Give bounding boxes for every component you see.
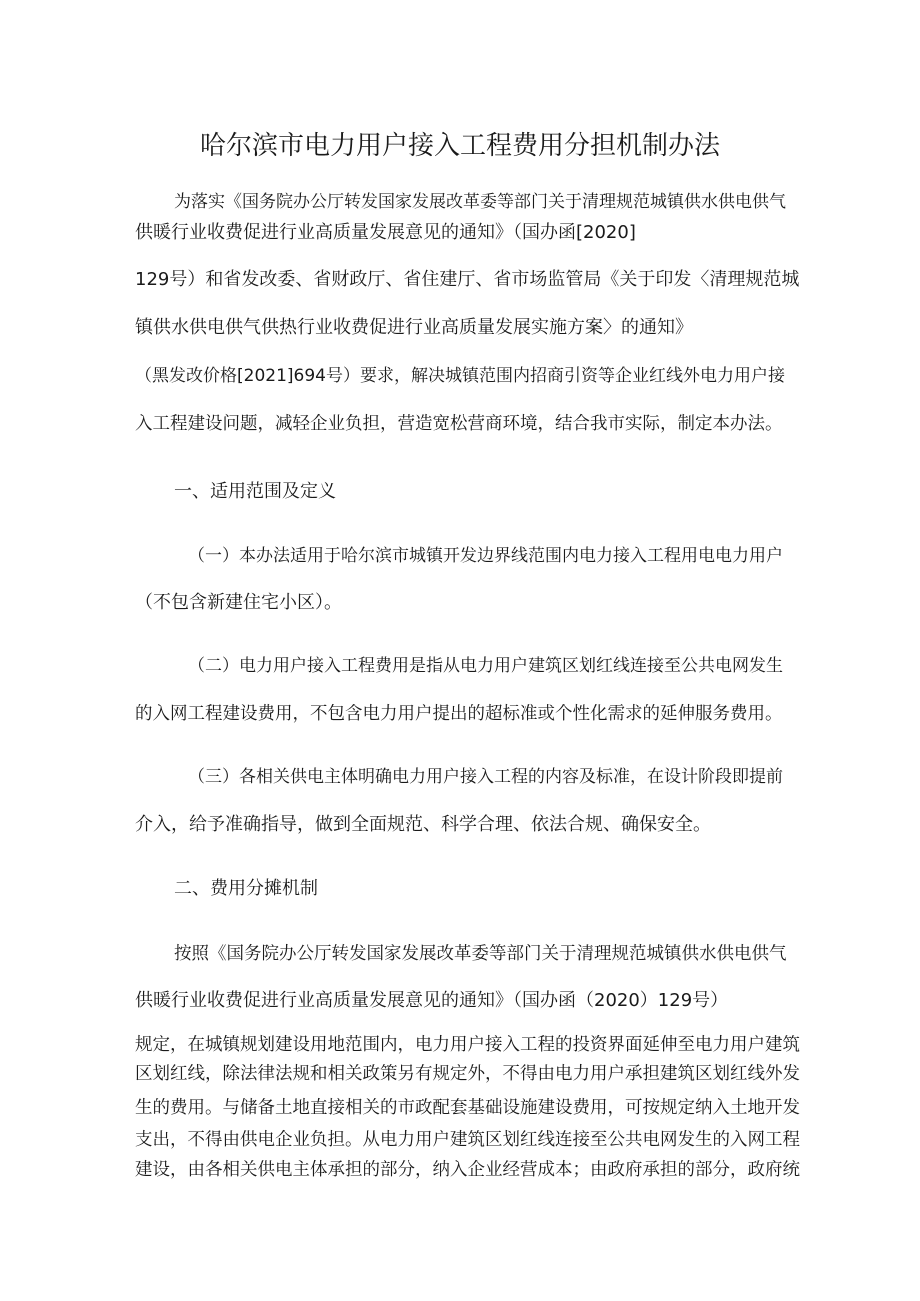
paragraph-line: 介入，给予准确指导，做到全面规范、科学合理、依法合规、确保安全。 [135, 814, 711, 835]
section-heading: 一、适用范围及定义 [174, 481, 336, 502]
paragraph-line: 的入网工程建设费用，不包含电力用户提出的超标准或个性化需求的延伸服务费用。 [135, 704, 783, 724]
paragraph-line: 供暖行业收费促进行业高质量发展意见的通知》（国办函[2020] [135, 222, 636, 243]
paragraph-line: 支出，不得由供电企业负担。从电力用户建筑区划红线连接至公共电网发生的入网工程 [135, 1130, 800, 1150]
paragraph-line: 129号）和省发改委、省财政厅、省住建厅、省市场监管局《关于印发〈清理规范城 [135, 269, 800, 290]
paragraph-line: 入工程建设问题，减轻企业负担，营造宽松营商环境，结合我市实际，制定本办法。 [135, 414, 783, 434]
document-title: 哈尔滨市电力用户接入工程费用分担机制办法 [199, 131, 720, 161]
paragraph-line: 规定，在城镇规划建设用地范围内，电力用户接入工程的投资界面延伸至电力用户建筑 [135, 1035, 800, 1055]
paragraph-line: （一）本办法适用于哈尔滨市城镇开发边界线范围内电力接入工程用电电力用户 [188, 546, 783, 566]
paragraph-line: 镇供水供电供气供热行业收费促进行业高质量发展实施方案〉的通知》 [135, 317, 693, 338]
paragraph-line: 供暖行业收费促进行业高质量发展意见的通知》（国办函（2020）129号） [135, 990, 729, 1011]
paragraph-line: （黑发改价格[2021]694号）要求，解决城镇范围内招商引资等企业红线外电力用户接 [135, 366, 785, 386]
section-heading: 二、费用分摊机制 [174, 878, 318, 899]
paragraph-line: 为落实《国务院办公厅转发国家发展改革委等部门关于清理规范城镇供水供电供气 [174, 192, 786, 212]
paragraph-line: （不包含新建住宅小区）。 [135, 592, 342, 613]
paragraph-line: （二）电力用户接入工程费用是指从电力用户建筑区划红线连接至公共电网发生 [188, 656, 783, 676]
paragraph-line: 建设，由各相关供电主体承担的部分，纳入企业经营成本；由政府承担的部分，政府统 [135, 1160, 800, 1180]
paragraph-line: 区划红线，除法律法规和相关政策另有规定外，不得由电力用户承担建筑区划红线外发 [135, 1064, 800, 1084]
paragraph-line: 按照《国务院办公厅转发国家发展改革委等部门关于清理规范城镇供水供电供气 [174, 944, 787, 964]
paragraph-line: （三）各相关供电主体明确电力用户接入工程的内容及标准，在设计阶段即提前 [188, 767, 783, 787]
paragraph-line: 生的费用。与储备土地直接相关的市政配套基础设施建设费用，可按规定纳入土地开发 [135, 1098, 800, 1118]
